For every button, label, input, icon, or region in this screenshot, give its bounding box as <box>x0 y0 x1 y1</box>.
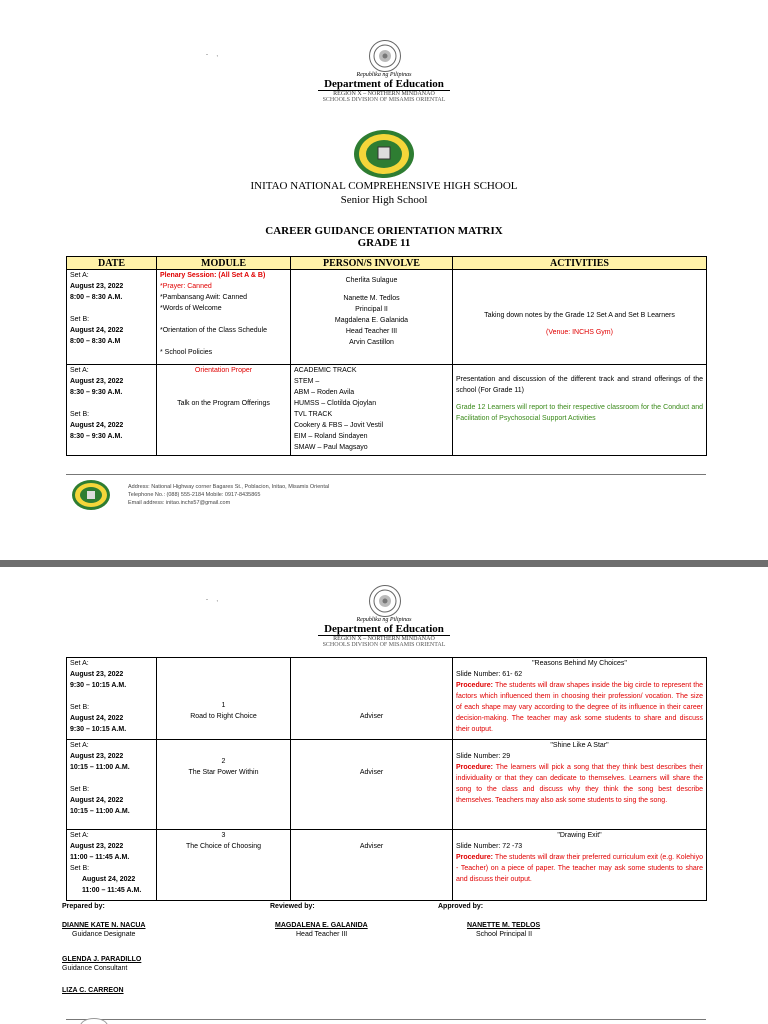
date-text: August 24, 2022 <box>70 797 124 804</box>
spacer <box>160 336 287 347</box>
footer-address: Address: National Highway corner Bagares St., Poblacion, Initao, Misamis Oriental <box>128 484 330 490</box>
set-label: Set A: <box>70 660 89 667</box>
date-text: August 24, 2022 <box>70 422 124 429</box>
time-text: 8:30 – 9:30 A.M. <box>70 389 123 396</box>
footer-email: Email address: initao.inchs57@gmail.com <box>128 500 231 506</box>
header-module: MODULE <box>157 257 291 270</box>
module-item: *Orientation of the Class Schedule <box>160 327 268 334</box>
spacer <box>456 365 703 374</box>
region-line: REGION X – NORTHERN MINDANAO <box>333 91 435 97</box>
table-row <box>67 740 707 830</box>
date-text: August 23, 2022 <box>70 671 124 678</box>
procedure-body: The students will draw their preferred curriculum exit (e.g. Kolehiyo - Teacher) on a piece of paper. The teacher may ask some students to share and discuss their output. <box>456 854 703 883</box>
spacer <box>294 740 449 767</box>
module-title: Orientation Proper <box>194 367 253 374</box>
module-matrix-table <box>66 657 707 901</box>
persons-cell <box>291 658 453 740</box>
date-cell <box>67 365 157 456</box>
spacer <box>70 691 153 702</box>
time-text: 10:15 – 11:00 A.M. <box>70 808 130 815</box>
signatory-name: NANETTE M. TEDLOS <box>467 922 541 929</box>
spacer <box>160 314 287 325</box>
procedure-text <box>456 852 703 885</box>
module-title: Plenary Session: (All Set A & B) <box>160 272 266 279</box>
procedure-body: The learners will pick a song that they think best describes their individuality or that they can dedicate to themselves. Learners will share the song to the class and discuss why they think the song best describe themselves. Teachers may also ask some students to sing the song. <box>456 764 703 804</box>
signatory-name: DIANNE KATE N. NACUA <box>62 922 146 929</box>
time-text: 9:30 – 10:15 A.M. <box>70 682 127 689</box>
module-cell <box>157 740 291 830</box>
spacer <box>294 658 449 711</box>
division-line: SCHOOLS DIVISION OF MISAMIS ORIENTAL <box>322 97 446 103</box>
spacer <box>160 658 287 700</box>
track-label: TVL TRACK <box>294 411 333 418</box>
module-item: *Words of Welcome <box>160 305 222 312</box>
set-label: Set B: <box>70 865 90 872</box>
table-row <box>67 830 707 901</box>
module-number: 3 <box>221 832 226 839</box>
time-text: 8:30 – 9:30 A.M. <box>70 433 123 440</box>
scan-mark: - , <box>206 597 218 603</box>
person-name: Adviser <box>359 843 384 850</box>
division-line: SCHOOLS DIVISION OF MISAMIS ORIENTAL <box>322 642 446 648</box>
module-title: The Choice of Choosing <box>185 843 262 850</box>
time-text: 10:15 – 11:00 A.M. <box>70 764 130 771</box>
module-number: 1 <box>221 702 226 709</box>
date-text: August 23, 2022 <box>70 843 124 850</box>
activities-cell <box>453 365 707 456</box>
time-text: 9:30 – 10:15 A.M. <box>70 726 127 733</box>
date-cell <box>67 270 157 365</box>
reviewed-by-label: Reviewed by: <box>270 903 315 910</box>
date-cell <box>67 830 157 901</box>
activities-cell <box>453 740 707 830</box>
region-line: REGION X – NORTHERN MINDANAO <box>333 636 435 642</box>
module-cell <box>157 830 291 901</box>
activity-title: "Shine Like A Star" <box>550 742 609 749</box>
footer-divider <box>66 1019 706 1020</box>
grade-title: GRADE 11 <box>357 237 411 249</box>
set-label: Set B: <box>70 316 90 323</box>
procedure-text <box>456 680 703 735</box>
time-text: 8:00 – 8:30 A.M. <box>70 294 123 301</box>
date-text: August 24, 2022 <box>82 876 136 883</box>
approved-by-label: Approved by: <box>438 903 484 910</box>
orientation-matrix-table <box>66 256 707 456</box>
prepared-by-label: Prepared by: <box>62 903 105 910</box>
spacer <box>160 376 287 398</box>
set-label: Set B: <box>70 786 90 793</box>
school-name: INITAO NATIONAL COMPREHENSIVE HIGH SCHOOL <box>250 180 518 192</box>
date-cell <box>67 740 157 830</box>
person-name: ABM – Roden Avila <box>294 389 355 396</box>
person-name: Nanette M. Tedlos <box>343 295 400 302</box>
track-label: ACADEMIC TRACK <box>294 367 357 374</box>
spacer <box>160 740 287 756</box>
signatory-role: Head Teacher III <box>296 931 348 938</box>
procedure-label: Procedure: <box>456 682 493 689</box>
persons-cell <box>291 740 453 830</box>
person-name: Magdalena E. Galanida <box>334 317 409 324</box>
person-name: Adviser <box>359 713 384 720</box>
venue-text: (Venue: INCHS Gym) <box>546 329 613 336</box>
module-item: * School Policies <box>160 349 213 356</box>
person-name: Arvin Castillon <box>349 339 394 346</box>
person-role: Principal II <box>355 306 388 313</box>
school-logo-icon <box>354 130 414 178</box>
person-name: SMAW – Paul Magsayo <box>294 444 368 451</box>
date-text: August 23, 2022 <box>70 753 124 760</box>
time-text: 11:00 – 11:45 A.M. <box>70 854 130 861</box>
republic-line: Republika ng Pilipinas <box>356 72 412 78</box>
module-title: Road to Right Choice <box>190 713 257 720</box>
activities-cell <box>453 270 707 365</box>
persons-cell <box>291 270 453 365</box>
signatory-role: Guidance Consultant <box>62 965 128 972</box>
person-name: Cherlita Sulague <box>345 277 398 284</box>
activities-cell <box>453 658 707 740</box>
page-2 <box>0 567 768 1024</box>
module-item: *Prayer: Canned <box>160 283 212 290</box>
header-persons: PERSON/S INVOLVE <box>291 257 453 270</box>
deped-seal-icon <box>369 40 401 72</box>
signatory-name: LIZA C. CARREON <box>62 987 124 994</box>
persons-cell <box>291 365 453 456</box>
scan-mark: - , <box>206 52 218 58</box>
signatory-name: MAGDALENA E. GALANIDA <box>275 922 368 929</box>
header-date: DATE <box>67 257 157 270</box>
module-item: *Pambansang Awit: Canned <box>160 294 248 301</box>
set-label: Set A: <box>70 742 89 749</box>
signatory-name: GLENDA J. PARADILLO <box>62 956 142 963</box>
procedure-body: The students will draw shapes inside the big circle to represent the factors which influenced them in choosing their profession/ vocation. The size of each shape may vary according to the degree of its influence in their career decision-making. The teacher may ask some students to share and discuss their output. <box>456 682 703 733</box>
module-title: The Star Power Within <box>188 769 259 776</box>
module-number: 2 <box>221 758 226 765</box>
header-activities: ACTIVITIES <box>453 257 707 270</box>
person-name: HUMSS – Clotilda Ojoylan <box>294 400 377 407</box>
table-row <box>67 365 707 456</box>
footer-divider <box>66 474 706 475</box>
date-cell <box>67 658 157 740</box>
spacer <box>70 398 153 409</box>
table-header-row <box>67 257 707 270</box>
person-name: Adviser <box>359 769 384 776</box>
person-name: STEM – <box>294 378 320 385</box>
module-cell <box>157 270 291 365</box>
procedure-text <box>456 762 703 806</box>
activities-cell <box>453 830 707 901</box>
footer-phone: Telephone No.: (088) 555-2184 Mobile: 0917-8435865 <box>128 492 261 498</box>
module-item: Talk on the Program Offerings <box>177 400 270 407</box>
set-label: Set A: <box>70 367 89 374</box>
person-name: Cookery & FBS – Jovit Vestil <box>294 422 384 429</box>
slide-number: Slide Number: 29 <box>456 753 511 760</box>
footer-school-logo-icon <box>72 480 110 510</box>
set-label: Set B: <box>70 411 90 418</box>
module-cell <box>157 658 291 740</box>
slide-number: Slide Number: 61- 62 <box>456 671 523 678</box>
activity-note: Grade 12 Learners will report to their respective classroom for the Conduct and Facilitation of Psychosocial Support Activities <box>456 404 703 422</box>
activity-title: "Reasons Behind My Choices" <box>532 660 627 667</box>
signatory-role: Guidance Designate <box>72 931 136 938</box>
time-text: 8:00 – 8:30 A.M <box>70 338 121 345</box>
date-text: August 24, 2022 <box>70 715 124 722</box>
table-row <box>67 270 707 365</box>
set-label: Set B: <box>70 704 90 711</box>
signatory-role: School Principal II <box>476 931 533 938</box>
activity-title: "Drawing Exit" <box>557 832 602 839</box>
activity-text: Presentation and discussion of the different track and strand offerings of the school (For Grade 11) <box>456 376 703 394</box>
matrix-title: CAREER GUIDANCE ORIENTATION MATRIX <box>265 225 503 237</box>
time-text: 11:00 – 11:45 A.M. <box>82 887 142 894</box>
set-label: Set A: <box>70 832 89 839</box>
date-text: August 23, 2022 <box>70 283 124 290</box>
table-row <box>67 658 707 740</box>
republic-line: Republika ng Pilipinas <box>356 617 412 623</box>
school-level: Senior High School <box>340 194 428 206</box>
spacer <box>456 270 703 310</box>
spacer <box>70 303 153 314</box>
deped-seal-icon <box>369 585 401 617</box>
procedure-label: Procedure: <box>456 854 493 861</box>
spacer <box>294 830 449 841</box>
person-role: Head Teacher III <box>345 328 398 335</box>
persons-cell <box>291 830 453 901</box>
activity-text: Taking down notes by the Grade 12 Set A and Set B Learners <box>484 312 675 319</box>
department-line: Department of Education <box>324 78 444 90</box>
spacer <box>70 773 153 784</box>
module-cell <box>157 365 291 456</box>
department-line: Department of Education <box>324 623 444 635</box>
footer-contact <box>128 483 329 507</box>
spacer <box>294 286 449 293</box>
date-text: August 24, 2022 <box>70 327 124 334</box>
date-text: August 23, 2022 <box>70 378 124 385</box>
slide-number: Slide Number: 72 -73 <box>456 843 523 850</box>
set-label: Set A: <box>70 272 89 279</box>
procedure-label: Procedure: <box>456 764 493 771</box>
person-name: EIM – Roland Sindayen <box>294 433 368 440</box>
